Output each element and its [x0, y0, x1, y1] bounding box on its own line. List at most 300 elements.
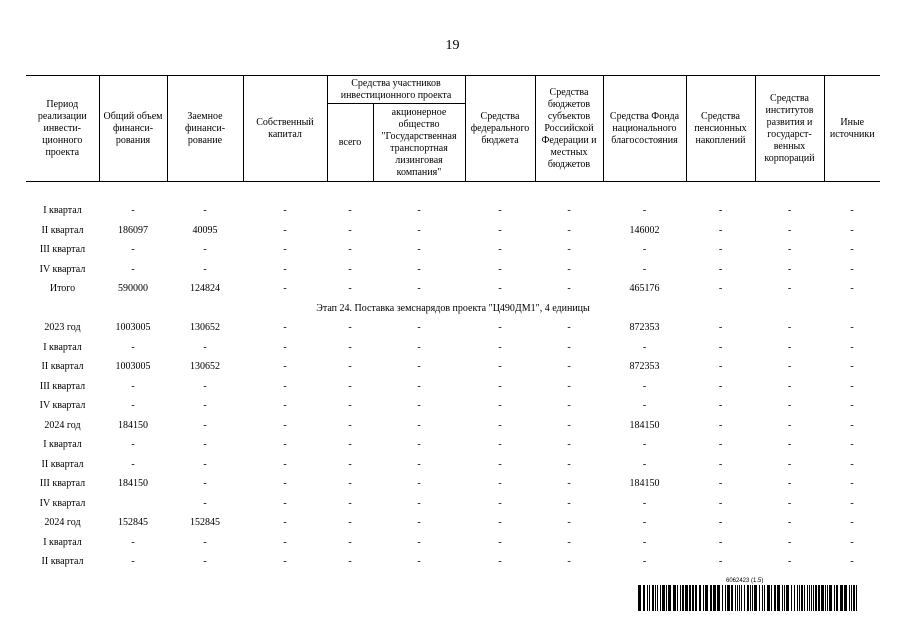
period-cell: II квартал — [41, 224, 84, 236]
value-cell: 184150 — [118, 478, 148, 490]
barcode-bar — [836, 585, 838, 611]
value-cell: - — [718, 244, 723, 256]
value-cell: - — [498, 205, 502, 217]
value-cell: - — [203, 263, 207, 275]
table-row — [26, 221, 880, 241]
table-row — [26, 553, 880, 573]
value-cell: - — [850, 341, 854, 353]
header-nwf: Средства Фонда национального благосостояния — [603, 76, 686, 182]
value-cell: - — [718, 341, 723, 353]
value-cell: - — [850, 400, 854, 412]
value-cell: 184150 — [118, 419, 148, 431]
value-cell: - — [567, 283, 571, 295]
barcode-bar — [741, 585, 742, 611]
header-equity: Собственный капитал — [243, 76, 327, 182]
value-cell: - — [203, 497, 207, 509]
barcode-bar — [660, 585, 661, 611]
value-cell: - — [131, 380, 135, 392]
value-cell: - — [417, 380, 421, 392]
value-cell: - — [203, 205, 207, 217]
value-cell: - — [718, 380, 723, 392]
value-cell: - — [283, 244, 287, 256]
barcode-bar — [818, 585, 820, 611]
value-cell: - — [283, 419, 287, 431]
value-cell: 590000 — [118, 283, 148, 295]
value-cell: 872353 — [629, 361, 660, 373]
value-cell: - — [417, 341, 421, 353]
table-row — [26, 475, 880, 495]
value-cell: - — [348, 497, 352, 509]
value-cell: - — [417, 322, 421, 334]
period-cell: IV квартал — [39, 263, 86, 275]
barcode-bar — [774, 585, 776, 611]
barcode-bar — [657, 585, 658, 611]
value-cell: - — [203, 341, 207, 353]
value-cell: - — [567, 497, 571, 509]
value-cell: - — [718, 283, 723, 295]
table-row — [26, 397, 880, 417]
value-cell: - — [718, 556, 723, 568]
value-cell: - — [498, 322, 502, 334]
barcode-bar — [643, 585, 645, 611]
barcode-bar — [747, 585, 749, 611]
barcode-bar — [804, 585, 805, 611]
value-cell: - — [567, 400, 571, 412]
value-cell: - — [417, 400, 421, 412]
value-cell: - — [283, 517, 287, 529]
barcode-bar — [750, 585, 751, 611]
value-cell: - — [417, 478, 421, 490]
value-cell: - — [567, 458, 571, 470]
table-row — [26, 319, 880, 339]
value-cell: - — [283, 224, 287, 236]
value-cell: 1003005 — [115, 361, 151, 373]
value-cell: - — [417, 458, 421, 470]
value-cell: 152845 — [190, 517, 220, 529]
value-cell: - — [718, 263, 723, 275]
page-number: 19 — [445, 38, 460, 53]
period-cell: I квартал — [43, 439, 82, 451]
period-cell: II квартал — [41, 556, 84, 568]
value-cell: - — [718, 439, 723, 451]
value-cell: - — [283, 380, 287, 392]
value-cell: - — [498, 419, 502, 431]
value-cell: - — [417, 263, 421, 275]
value-cell: 1003005 — [115, 322, 151, 334]
value-cell: - — [718, 419, 723, 431]
barcode-bar — [727, 585, 730, 611]
barcode-bar — [807, 585, 808, 611]
value-cell: - — [417, 536, 421, 548]
header-participants-total: всего — [327, 104, 373, 182]
header-other: Иные источники — [824, 76, 880, 182]
barcode-bar — [677, 585, 678, 611]
value-cell: - — [787, 341, 792, 353]
table-row — [26, 358, 880, 378]
value-cell: 186097 — [118, 224, 148, 236]
period-cell: III квартал — [39, 478, 86, 490]
header-period: Период реализации инвести-ционного проекта — [26, 76, 99, 182]
barcode-bar — [771, 585, 772, 611]
financing-table-container — [26, 75, 880, 572]
barcode-bar — [735, 585, 736, 611]
barcode-bar — [731, 585, 733, 611]
value-cell: - — [642, 517, 647, 529]
value-cell: - — [787, 283, 792, 295]
value-cell: - — [498, 536, 502, 548]
value-cell: - — [787, 224, 792, 236]
barcode-bar — [703, 585, 704, 611]
value-cell: - — [417, 224, 421, 236]
value-cell: - — [348, 439, 352, 451]
barcode-bar — [662, 585, 665, 611]
value-cell: - — [642, 263, 647, 275]
table-row — [26, 241, 880, 261]
value-cell: - — [787, 263, 792, 275]
value-cell: - — [642, 556, 647, 568]
value-cell: - — [131, 244, 135, 256]
value-cell: - — [348, 244, 352, 256]
table-row — [26, 455, 880, 475]
value-cell: - — [850, 497, 854, 509]
value-cell: - — [203, 380, 207, 392]
barcode-bar — [784, 585, 785, 611]
value-cell: - — [283, 400, 287, 412]
value-cell: - — [850, 361, 854, 373]
barcode-bar — [699, 585, 701, 611]
value-cell: - — [642, 458, 647, 470]
header-regional: Средства бюджетов субъектов Российской Федерации и местных бюджетов — [535, 76, 603, 182]
barcode-bar — [764, 585, 765, 611]
barcode-bar — [759, 585, 760, 611]
value-cell: - — [567, 556, 571, 568]
table-row — [26, 533, 880, 553]
barcode-bar — [849, 585, 850, 611]
value-cell: - — [348, 322, 352, 334]
barcode-bar — [739, 585, 740, 611]
value-cell: 130652 — [190, 361, 220, 373]
table-header — [26, 76, 880, 182]
value-cell: - — [283, 283, 287, 295]
stage-title: Этап 24. Поставка земснарядов проекта "Ц490ДМ1", 4 единицы — [316, 302, 590, 314]
value-cell: - — [850, 517, 854, 529]
barcode-bar — [797, 585, 798, 611]
value-cell: - — [718, 517, 723, 529]
value-cell: - — [567, 380, 571, 392]
barcode-bar — [827, 585, 828, 611]
table-row — [26, 338, 880, 358]
period-cell: 2023 год — [44, 322, 81, 334]
value-cell: - — [718, 400, 723, 412]
barcode-bar — [682, 585, 684, 611]
value-cell: - — [642, 341, 647, 353]
value-cell: - — [718, 361, 723, 373]
value-cell: - — [567, 205, 571, 217]
value-cell: - — [498, 478, 502, 490]
value-cell: - — [567, 478, 571, 490]
value-cell: - — [131, 400, 135, 412]
value-cell: - — [567, 361, 571, 373]
barcode-bar — [782, 585, 783, 611]
period-cell: Итого — [49, 283, 76, 295]
value-cell: - — [498, 400, 502, 412]
value-cell: - — [850, 478, 854, 490]
value-cell: - — [203, 419, 207, 431]
value-cell: - — [348, 341, 352, 353]
value-cell: 130652 — [190, 322, 220, 334]
barcode-bar — [666, 585, 667, 611]
table-row — [26, 260, 880, 280]
value-cell: - — [131, 556, 135, 568]
value-cell: - — [498, 244, 502, 256]
value-cell: 184150 — [629, 478, 660, 490]
value-cell: - — [498, 224, 502, 236]
barcode-graphic — [638, 585, 860, 611]
value-cell: - — [131, 458, 135, 470]
value-cell: - — [850, 536, 854, 548]
barcode-bar — [722, 585, 723, 611]
barcode-bar — [834, 585, 835, 611]
barcode-bar — [754, 585, 757, 611]
value-cell: - — [131, 263, 135, 275]
barcode-bar — [737, 585, 738, 611]
value-cell: - — [850, 224, 854, 236]
value-cell: - — [850, 205, 854, 217]
barcode-bar — [752, 585, 753, 611]
barcode-bar — [791, 585, 792, 611]
barcode-bar — [680, 585, 681, 611]
value-cell: - — [348, 458, 352, 470]
value-cell: - — [417, 439, 421, 451]
barcode-bar — [786, 585, 789, 611]
barcode-bar — [710, 585, 712, 611]
table-row — [26, 416, 880, 436]
header-pension: Средства пенсионных накоплений — [686, 76, 755, 182]
header-spacer — [26, 182, 880, 202]
barcode-bar — [801, 585, 803, 611]
barcode-bar — [638, 585, 641, 611]
value-cell: - — [718, 205, 723, 217]
value-cell: - — [498, 517, 502, 529]
value-cell: - — [203, 536, 207, 548]
value-cell: - — [498, 341, 502, 353]
barcode-bar — [767, 585, 770, 611]
value-cell: - — [787, 517, 792, 529]
value-cell: - — [567, 263, 571, 275]
period-cell: IV квартал — [39, 400, 86, 412]
value-cell: - — [787, 458, 792, 470]
period-cell: 2024 год — [44, 419, 81, 431]
value-cell: - — [283, 458, 287, 470]
value-cell: - — [787, 536, 792, 548]
barcode-bar — [689, 585, 691, 611]
barcode-bar — [821, 585, 824, 611]
value-cell: - — [498, 556, 502, 568]
value-cell: - — [348, 419, 352, 431]
barcode-bar — [811, 585, 812, 611]
value-cell: 465176 — [629, 283, 660, 295]
value-cell: 184150 — [629, 419, 660, 431]
value-cell: 40095 — [192, 224, 218, 236]
barcode-bar — [762, 585, 763, 611]
value-cell: - — [850, 283, 854, 295]
value-cell: - — [567, 517, 571, 529]
value-cell: - — [348, 283, 352, 295]
barcode-bar — [851, 585, 852, 611]
value-cell: - — [203, 244, 207, 256]
value-cell: - — [283, 439, 287, 451]
barcode-bar — [685, 585, 688, 611]
value-cell: - — [131, 439, 135, 451]
value-cell: - — [417, 497, 421, 509]
value-cell: - — [850, 556, 854, 568]
value-cell: - — [787, 439, 792, 451]
value-cell: - — [203, 556, 207, 568]
value-cell: - — [642, 400, 647, 412]
value-cell: - — [348, 380, 352, 392]
table-row — [26, 494, 880, 514]
period-cell: II квартал — [41, 361, 84, 373]
header-participants-company: акционерное общество "Государственная транспортная лизинговая компания" — [373, 104, 465, 182]
value-cell: - — [283, 341, 287, 353]
value-cell: - — [642, 439, 647, 451]
value-cell: - — [642, 536, 647, 548]
barcode-bar — [717, 585, 720, 611]
value-cell: - — [417, 283, 421, 295]
value-cell: - — [850, 419, 854, 431]
period-cell: III квартал — [39, 380, 86, 392]
value-cell: 124824 — [190, 283, 220, 295]
barcode-bar — [815, 585, 817, 611]
value-cell: - — [283, 205, 287, 217]
value-cell: - — [850, 263, 854, 275]
value-cell: - — [567, 322, 571, 334]
value-cell: - — [850, 380, 854, 392]
financing-table — [26, 75, 880, 572]
barcode-bar — [649, 585, 650, 611]
period-cell: 2024 год — [44, 517, 81, 529]
period-cell: II квартал — [41, 458, 84, 470]
barcode-bar — [799, 585, 800, 611]
value-cell: - — [567, 439, 571, 451]
value-cell: - — [787, 322, 792, 334]
header-total: Общий объем финанси-рования — [99, 76, 167, 182]
value-cell: - — [417, 419, 421, 431]
value-cell: - — [498, 497, 502, 509]
value-cell: - — [131, 341, 135, 353]
value-cell: - — [718, 536, 723, 548]
value-cell: - — [787, 400, 792, 412]
value-cell: - — [417, 361, 421, 373]
value-cell: 872353 — [629, 322, 660, 334]
value-cell: - — [498, 380, 502, 392]
value-cell: - — [348, 361, 352, 373]
value-cell: - — [718, 478, 723, 490]
value-cell: - — [348, 517, 352, 529]
table-row — [26, 436, 880, 456]
value-cell: 152845 — [118, 517, 148, 529]
value-cell: - — [348, 556, 352, 568]
barcode-area — [638, 575, 860, 613]
value-cell: - — [203, 439, 207, 451]
value-cell: 146002 — [629, 224, 660, 236]
value-cell: - — [131, 205, 135, 217]
value-cell: - — [203, 478, 207, 490]
value-cell: - — [348, 536, 352, 548]
barcode-bar — [840, 585, 843, 611]
value-cell: - — [498, 361, 502, 373]
value-cell: - — [787, 380, 792, 392]
table-row — [26, 280, 880, 300]
value-cell: - — [131, 536, 135, 548]
value-cell: - — [642, 380, 647, 392]
value-cell: - — [567, 244, 571, 256]
period-cell: III квартал — [39, 244, 86, 256]
value-cell: - — [850, 322, 854, 334]
barcode-bar — [692, 585, 694, 611]
value-cell: - — [787, 205, 792, 217]
barcode-bar — [668, 585, 671, 611]
barcode-bar — [829, 585, 832, 611]
value-cell: - — [567, 224, 571, 236]
value-cell: - — [498, 439, 502, 451]
value-cell: - — [718, 458, 723, 470]
table-row — [26, 377, 880, 397]
value-cell: - — [850, 458, 854, 470]
value-cell: - — [787, 361, 792, 373]
value-cell: - — [417, 517, 421, 529]
value-cell: - — [417, 556, 421, 568]
value-cell: - — [283, 536, 287, 548]
value-cell: - — [283, 263, 287, 275]
period-cell: I квартал — [43, 205, 82, 217]
value-cell: - — [283, 322, 287, 334]
barcode-bar — [853, 585, 855, 611]
value-cell: - — [642, 205, 647, 217]
value-cell: - — [642, 497, 647, 509]
value-cell: - — [850, 244, 854, 256]
header-participants-group: Средства участников инвестиционного проекта — [327, 76, 465, 104]
value-cell: - — [498, 458, 502, 470]
table-row — [26, 514, 880, 534]
value-cell: - — [283, 478, 287, 490]
barcode-bar — [856, 585, 857, 611]
value-cell: - — [283, 497, 287, 509]
table-body — [26, 182, 880, 573]
value-cell: - — [283, 556, 287, 568]
table-row — [26, 202, 880, 222]
value-cell: - — [567, 419, 571, 431]
value-cell: - — [498, 263, 502, 275]
value-cell: - — [718, 497, 723, 509]
barcode-bar — [794, 585, 795, 611]
value-cell: - — [787, 244, 792, 256]
value-cell: - — [348, 205, 352, 217]
barcode-bar — [652, 585, 654, 611]
period-cell: I квартал — [43, 536, 82, 548]
value-cell: - — [417, 205, 421, 217]
barcode-bar — [744, 585, 745, 611]
value-cell: - — [417, 244, 421, 256]
barcode-bar — [809, 585, 810, 611]
barcode-bar — [844, 585, 847, 611]
period-cell: IV квартал — [39, 497, 86, 509]
barcode-bar — [825, 585, 826, 611]
value-cell: - — [203, 400, 207, 412]
barcode-bar — [655, 585, 656, 611]
barcode-bar — [705, 585, 708, 611]
header-institutes: Средства институтов развития и государст-венных корпораций — [755, 76, 824, 182]
